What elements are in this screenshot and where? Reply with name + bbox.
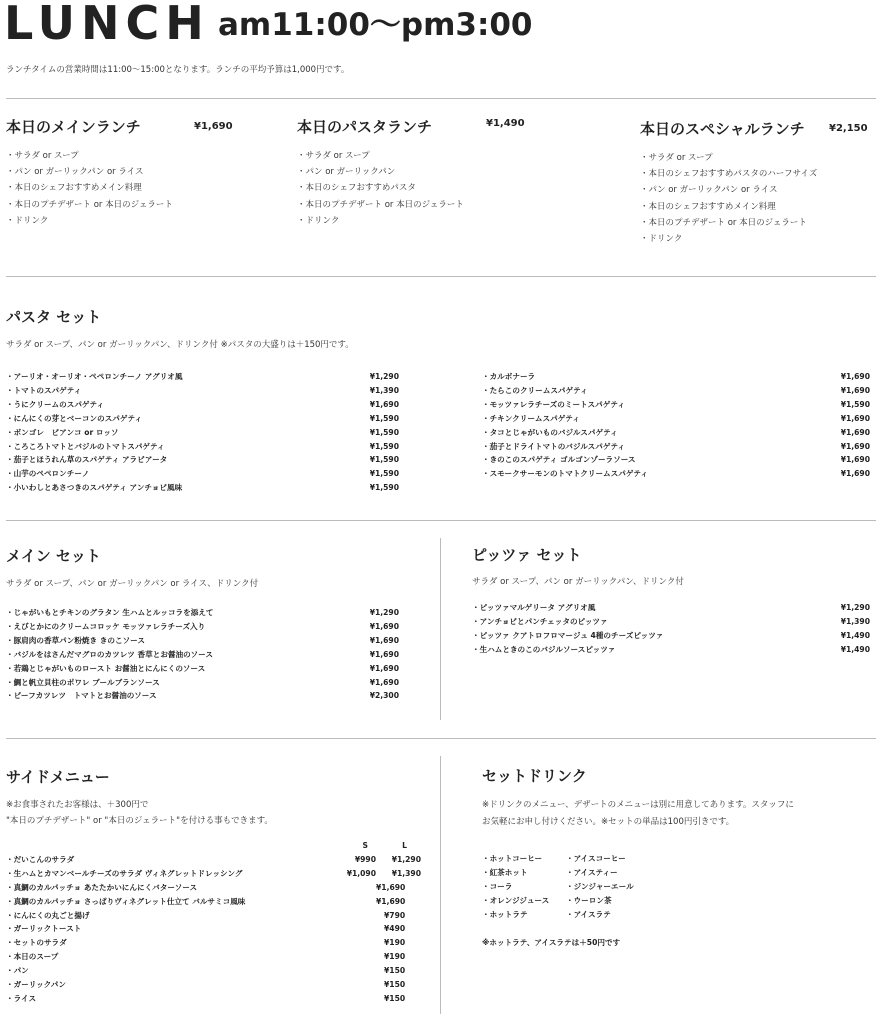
lunch-set-main-items	[6, 148, 173, 229]
pasta-set-title: パスタ セット	[6, 308, 102, 326]
set-price: ¥1,690	[194, 121, 233, 132]
menu-row: ・ガーリックトースト ¥490	[6, 924, 406, 934]
menu-row: ・きのこのスパゲティ ゴルゴンゾーラソース ¥1,690	[482, 455, 870, 465]
menu-row: ・小いわしとあさつきのスパゲティ アンチョビ風味 ¥1,590	[6, 483, 399, 493]
menu-row: ・パン ¥150	[6, 966, 406, 976]
menu-row: ・えびとかにのクリームコロッケ モッツァレラチーズ入り ¥1,690	[6, 621, 399, 631]
list-item: ・パン or ガーリックパン or ライス	[640, 185, 778, 196]
menu-row: ・若鶏とじゃがいものロースト お醤油とにんにくのソース ¥1,690	[6, 663, 399, 673]
main-set-title: メイン セット	[6, 547, 101, 565]
divider	[6, 738, 876, 739]
lunch-set-special-items	[640, 150, 817, 247]
drink-list	[482, 852, 634, 922]
menu-row: ・山芋のペペロンチーノ ¥1,590	[6, 469, 399, 479]
menu-row: ・うにクリームのスパゲティ ¥1,690	[6, 399, 399, 409]
main-set-subtitle: サラダ or スープ、パン or ガーリックパン or ライス、ドリンク付	[6, 579, 259, 589]
list-item: ・サラダ or スープ	[297, 151, 370, 161]
menu-row: ・アンチョビとパンチェッタのピッツァ ¥1,390	[472, 616, 870, 626]
side-note-2: "本日のプチデザート" or "本日のジェラート"を付ける事もできます。	[6, 816, 273, 826]
menu-row: ・鯛と帆立貝柱のポワレ ブールブランソース ¥1,690	[6, 677, 399, 687]
divider	[6, 276, 876, 277]
set-name: 本日のパスタランチ	[297, 118, 433, 136]
menu-row: ・豚肩肉の香草パン粉焼き きのこソース ¥1,690	[6, 635, 399, 645]
menu-row: ・たらこのクリームスパゲティ ¥1,690	[482, 385, 870, 395]
list-item: ・パン or ガーリックパン or ライス	[6, 167, 144, 178]
menu-row: ・じゃがいもとチキンのグラタン 生ハムとルッコラを添えて ¥1,290	[6, 608, 399, 617]
set-price: ¥1,490	[486, 118, 525, 129]
lunch-hours: am11:00〜pm3:00	[218, 7, 533, 43]
lunch-set-main	[6, 117, 246, 136]
menu-row: ・茄子とほうれん草のスパゲティ アラビアータ ¥1,590	[6, 455, 399, 465]
list-item: ・サラダ or スープ	[6, 151, 79, 161]
menu-row: ・にんにくの丸ごと揚げ ¥790	[6, 910, 406, 920]
menu-row: ・真鯛のカルパッチョ さっぱりヴィネグレット仕立て バルサミコ風味 ¥1,690	[6, 896, 406, 906]
size-s-label: S	[362, 841, 368, 850]
menu-row: ・アーリオ・オーリオ・ペペロンチーノ アグリオ風 ¥1,290	[6, 372, 399, 381]
list-item: ・本日のプチデザート or 本日のジェラート	[6, 199, 173, 210]
menu-row: ・トマトのスパゲティ ¥1,390	[6, 385, 399, 395]
side-list	[6, 839, 421, 1006]
side-menu-title: サイドメニュー	[6, 768, 110, 786]
menu-row: ・本日のスープ ¥190	[6, 952, 406, 962]
set-name: 本日のメインランチ	[6, 118, 141, 136]
pizza-set-title: ピッツァ セット	[472, 546, 582, 564]
list-item: ・本日のプチデザート or 本日のジェラート	[297, 199, 464, 210]
lunch-set-special	[640, 119, 876, 138]
drink-row: ・コーラ ・ジンジャーエール	[482, 881, 634, 891]
list-item: ・本日のシェフおすすめメイン料理	[640, 201, 776, 212]
set-drink-title: セットドリンク	[482, 767, 587, 785]
menu-row: ・スモークサーモンのトマトクリームスパゲティ ¥1,690	[482, 469, 870, 479]
drink-row: ・ホットラテ ・アイスラテ	[482, 909, 611, 919]
menu-row: ・真鯛のカルパッチョ あたたかいにんにくバターソース ¥1,690	[6, 882, 406, 892]
lunch-set-pasta-items	[297, 148, 464, 229]
menu-row: ・カルボナーラ ¥1,690	[482, 372, 870, 381]
list-item: ・ドリンク	[297, 215, 340, 226]
divider-vertical	[440, 756, 441, 1014]
set-price: ¥2,150	[829, 123, 868, 134]
set-name: 本日のスペシャルランチ	[640, 120, 805, 138]
list-item: ・ドリンク	[640, 234, 683, 245]
lunch-set-pasta	[297, 117, 537, 136]
menu-row: ・ボンゴレ ビアンコ or ロッソ ¥1,590	[6, 427, 399, 437]
pasta-set-subtitle: サラダ or スープ、パン or ガーリックパン、ドリンク付 ※パスタの大盛りは＋150円です。	[6, 340, 354, 350]
menu-row: ・タコとじゃがいものバジルスパゲティ ¥1,690	[482, 427, 870, 437]
menu-row: ・にんにくの芽とベーコンのスパゲティ ¥1,590	[6, 413, 399, 423]
side-note-1: ※お食事されたお客様は、＋300円で	[6, 800, 149, 810]
pizza-list	[472, 601, 870, 657]
drink-row: ・紅茶ホット ・アイスティー	[482, 867, 618, 877]
main-list	[6, 606, 399, 703]
menu-row: ・茄子とドライトマトのバジルスパゲティ ¥1,690	[482, 441, 870, 451]
divider-vertical	[440, 538, 441, 720]
menu-row: ・ピッツァ クアトロフロマージュ 4種のチーズピッツァ ¥1,490	[472, 630, 870, 640]
menu-row: ・ピッツァマルゲリータ アグリオ風 ¥1,290	[472, 603, 870, 612]
drink-row: ・ホットコーヒー ・アイスコーヒー	[482, 854, 626, 863]
lunch-title: LUNCH	[4, 0, 210, 50]
pasta-list-left	[6, 370, 399, 495]
menu-row: ・ライス ¥150	[6, 993, 406, 1003]
drink-footnote: ※ホットラテ、アイスラテは＋50円です	[482, 938, 621, 947]
divider	[6, 520, 876, 521]
drink-note-1: ※ドリンクのメニュー、デザートのメニューは別に用意してあります。スタッフに	[482, 800, 794, 810]
menu-row: ・ガーリックパン ¥150	[6, 980, 406, 990]
menu-row: ・ビーフカツレツ トマトとお醤油のソース ¥2,300	[6, 691, 399, 701]
list-item: ・本日のシェフおすすめメイン料理	[6, 183, 142, 194]
menu-row: ・バジルをはさんだマグロのカツレツ 香草とお醤油のソース ¥1,690	[6, 649, 399, 659]
drink-row: ・オレンジジュース ・ウーロン茶	[482, 895, 612, 905]
menu-row: ・ころころトマトとバジルのトマトスパゲティ ¥1,590	[6, 441, 399, 451]
menu-row: ・モッツァレラチーズのミートスパゲティ ¥1,590	[482, 399, 870, 409]
pasta-list-right	[482, 370, 870, 481]
list-item: ・本日のプチデザート or 本日のジェラート	[640, 217, 807, 228]
menu-row: ・チキンクリームスパゲティ ¥1,690	[482, 413, 870, 423]
pizza-set-subtitle: サラダ or スープ、パン or ガーリックパン、ドリンク付	[472, 577, 684, 587]
menu-row: ・セットのサラダ ¥190	[6, 938, 406, 948]
list-item: ・本日のシェフおすすめパスタ	[297, 183, 416, 194]
list-item: ・パン or ガーリックパン	[297, 167, 396, 178]
size-l-label: L	[402, 841, 407, 850]
drink-note-2: お気軽にお申し付けください。※セットの単品は100円引きです。	[482, 817, 735, 827]
menu-row: ・だいこんのサラダ ¥990 ¥1,290	[6, 854, 421, 864]
menu-row: ・生ハムとカマンベールチーズのサラダ ヴィネグレットドレッシング ¥1,090 ¥1,390	[6, 868, 421, 878]
menu-row: ・生ハムときのこのバジルソースピッツァ ¥1,490	[472, 644, 870, 654]
list-item: ・本日のシェフおすすめパスタのハーフサイズ	[640, 169, 818, 180]
list-item: ・ドリンク	[6, 215, 49, 226]
divider	[6, 98, 876, 99]
intro-text: ランチタイムの営業時間は11:00〜15:00となります。ランチの平均予算は1,000円です。	[6, 65, 350, 75]
list-item: ・サラダ or スープ	[640, 153, 713, 163]
size-header-row	[6, 839, 421, 853]
